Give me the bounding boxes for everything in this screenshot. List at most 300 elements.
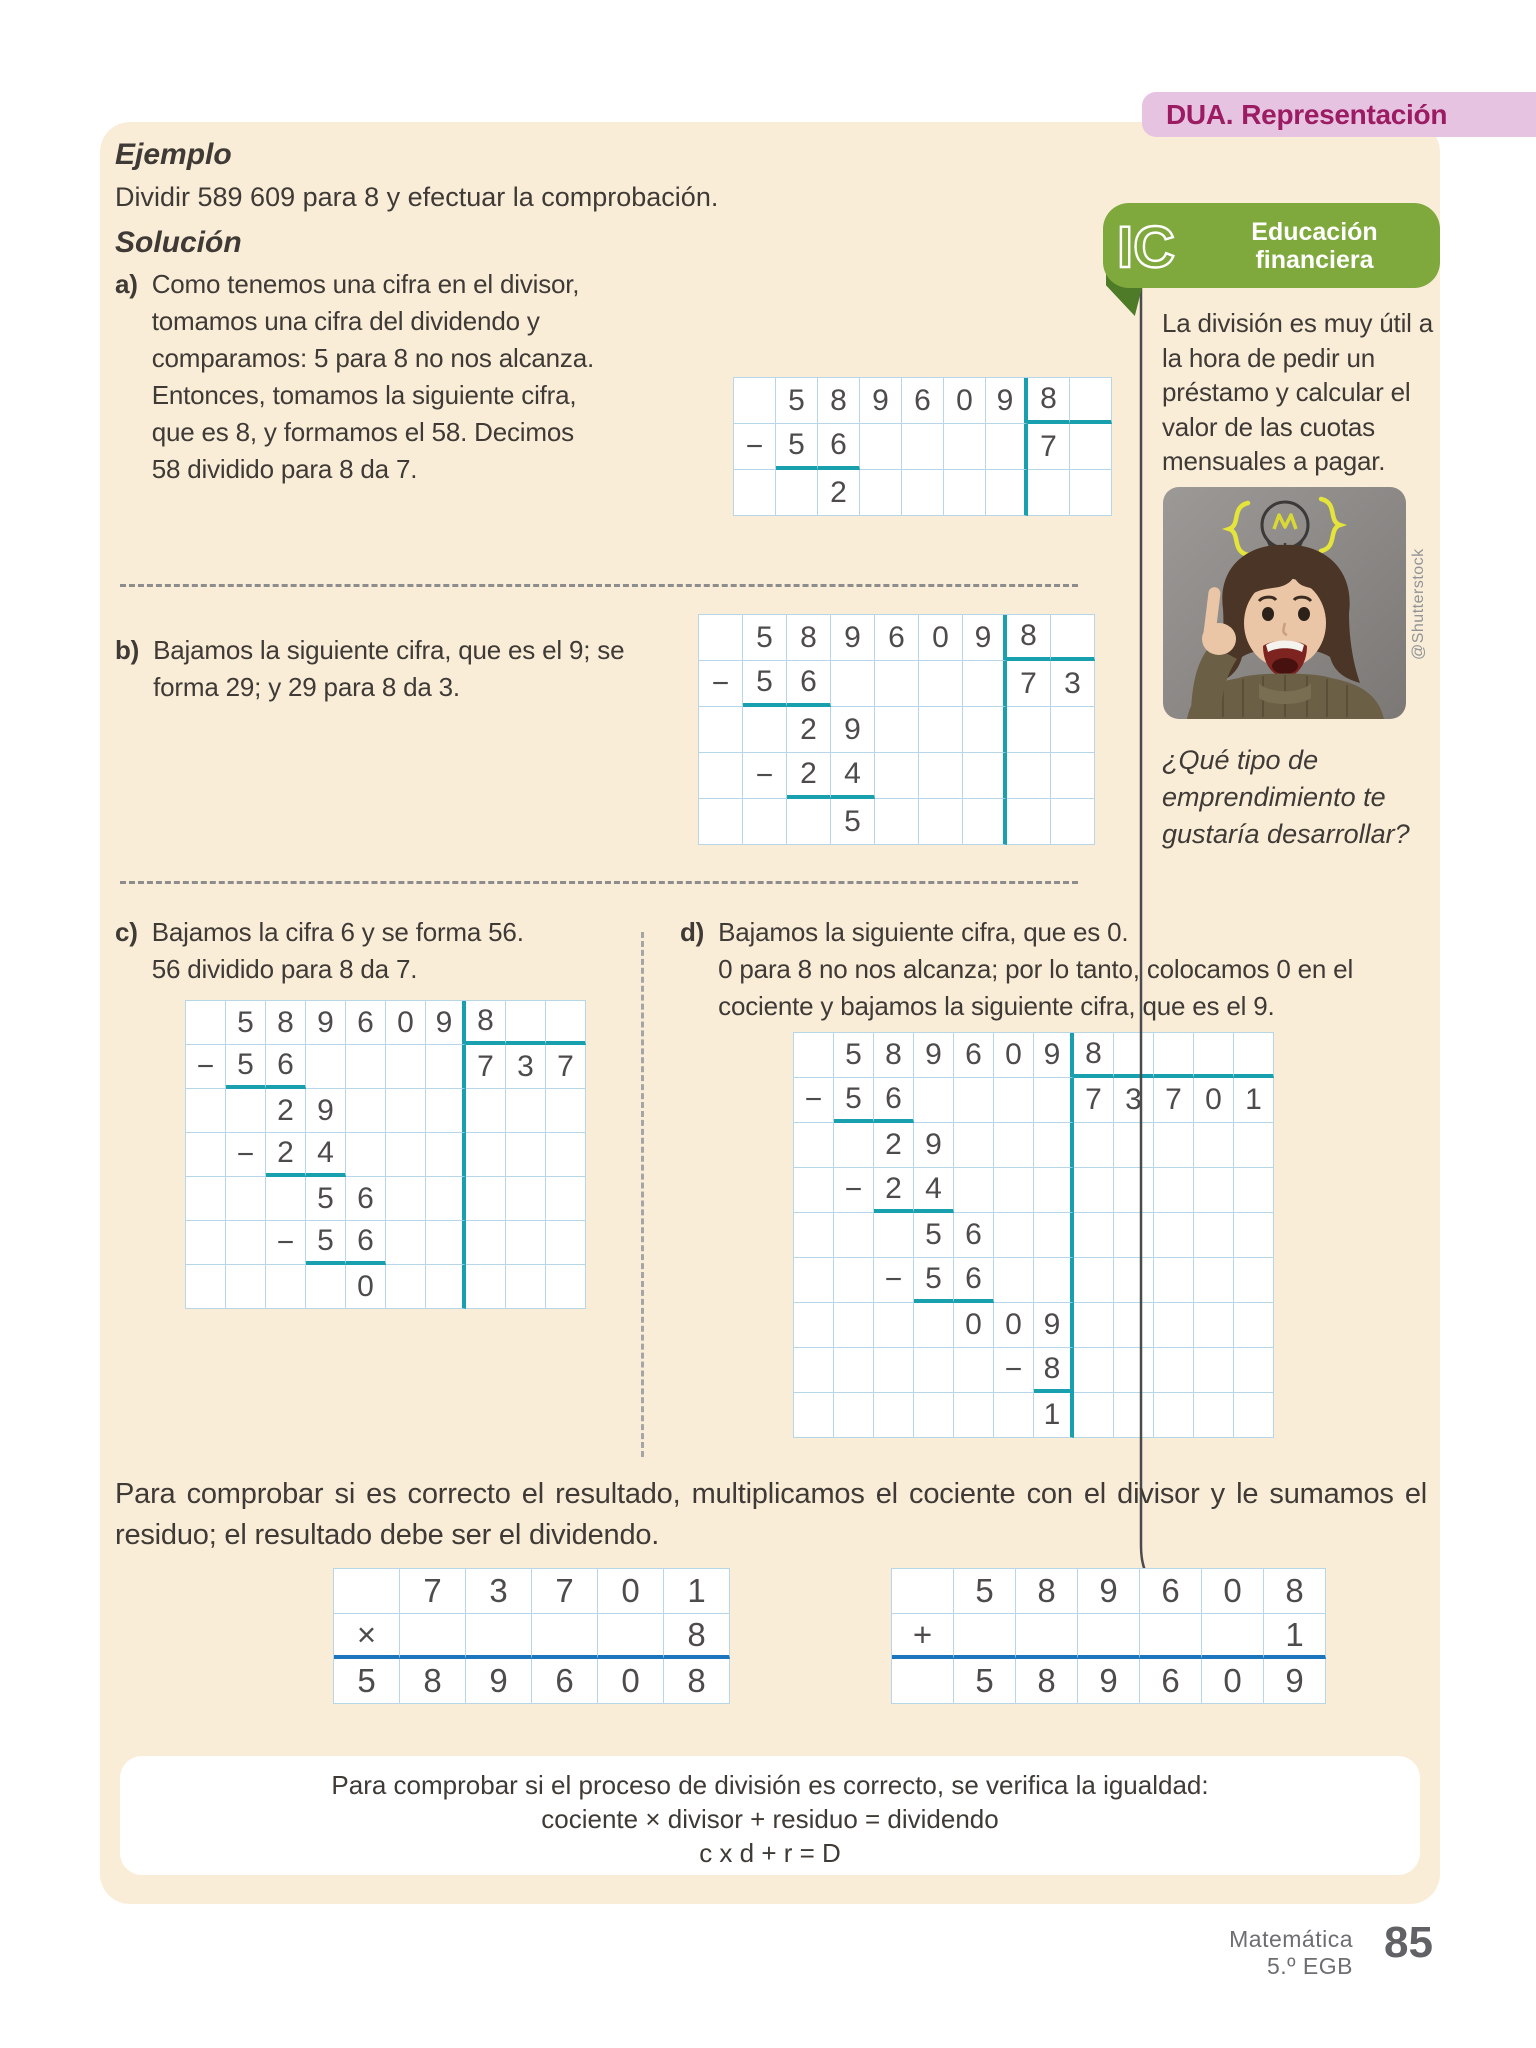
grid-cell: 0 xyxy=(994,1303,1034,1348)
sidebar-question: ¿Qué tipo de emprendimiento te gustaría desarrollar? xyxy=(1162,745,1410,849)
grid-cell xyxy=(699,799,743,845)
grid-cell xyxy=(1194,1168,1234,1213)
grid-cell xyxy=(914,1348,954,1393)
grid-cell xyxy=(1070,424,1112,470)
grid-cell: 0 xyxy=(598,1569,664,1614)
financial-education-badge xyxy=(1103,203,1440,288)
grid-cell: 2 xyxy=(818,470,860,516)
grid-cell xyxy=(506,1221,546,1265)
grid-cell xyxy=(794,1168,834,1213)
photo-credit: @Shutterstock xyxy=(1410,548,1427,660)
grid-cell xyxy=(914,1078,954,1123)
grid-cell: − xyxy=(874,1258,914,1303)
grid-cell: 8 xyxy=(266,1001,306,1045)
grid-cell xyxy=(1114,1213,1154,1258)
grid-cell xyxy=(954,1078,994,1123)
grid-cell: 9 xyxy=(1034,1033,1074,1078)
grid-cell xyxy=(1034,1078,1074,1123)
grid-cell: 8 xyxy=(1016,1569,1078,1614)
grid-cell xyxy=(1074,1348,1114,1393)
grid-cell: 0 xyxy=(1202,1659,1264,1704)
grid-cell xyxy=(1234,1303,1274,1348)
grid-cell xyxy=(1154,1033,1194,1078)
dua-representation-badge xyxy=(1142,92,1536,137)
grid-cell xyxy=(776,470,818,516)
grid-cell: 8 xyxy=(664,1659,730,1704)
division-grid-d xyxy=(793,1032,1274,1438)
grid-cell xyxy=(1114,1168,1154,1213)
grid-cell: 0 xyxy=(386,1001,426,1045)
grid-cell xyxy=(1070,470,1112,516)
grid-cell: 5 xyxy=(914,1213,954,1258)
grid-cell: 2 xyxy=(874,1123,914,1168)
grid-cell xyxy=(1154,1123,1194,1168)
grid-cell xyxy=(787,799,831,845)
grid-cell xyxy=(794,1348,834,1393)
grid-cell xyxy=(1016,1614,1078,1659)
ic-logo-text: IC xyxy=(1117,214,1175,279)
grid-cell xyxy=(994,1078,1034,1123)
grid-cell xyxy=(875,799,919,845)
grid-cell: 5 xyxy=(334,1659,400,1704)
grid-cell xyxy=(386,1221,426,1265)
dashed-separator-2 xyxy=(120,881,1078,884)
grid-cell xyxy=(506,1265,546,1309)
grid-cell xyxy=(1114,1258,1154,1303)
grid-cell: 2 xyxy=(874,1168,914,1213)
grid-cell xyxy=(532,1614,598,1659)
step-b xyxy=(115,632,675,706)
grid-cell xyxy=(794,1258,834,1303)
grid-cell: − xyxy=(794,1078,834,1123)
grid-cell xyxy=(1114,1393,1154,1438)
grid-cell: 4 xyxy=(831,753,875,799)
grid-cell xyxy=(734,378,776,424)
financial-education-title xyxy=(1215,218,1440,274)
grid-cell: 5 xyxy=(954,1659,1016,1704)
grid-cell: 9 xyxy=(860,378,902,424)
grid-cell xyxy=(186,1177,226,1221)
grid-cell: 8 xyxy=(1264,1569,1326,1614)
grid-cell xyxy=(466,1614,532,1659)
grid-cell xyxy=(1194,1303,1234,1348)
grid-cell xyxy=(506,1001,546,1045)
grid-cell xyxy=(466,1089,506,1133)
grid-cell: 0 xyxy=(944,378,986,424)
division-grid-b xyxy=(698,614,1095,845)
grid-cell xyxy=(306,1045,346,1089)
grid-cell: 8 xyxy=(874,1033,914,1078)
grid-cell: 6 xyxy=(875,615,919,661)
grid-cell xyxy=(794,1303,834,1348)
grid-cell xyxy=(699,707,743,753)
grid-cell: 6 xyxy=(954,1033,994,1078)
grid-cell xyxy=(426,1089,466,1133)
grid-cell xyxy=(466,1221,506,1265)
grid-cell: 9 xyxy=(1078,1569,1140,1614)
grid-cell: 6 xyxy=(954,1258,994,1303)
grid-cell: 9 xyxy=(466,1659,532,1704)
step-c-line1: Bajamos la cifra 6 y se forma 56. xyxy=(151,917,524,947)
grid-cell xyxy=(1194,1213,1234,1258)
grid-cell xyxy=(506,1133,546,1177)
example-statement: Dividir 589 609 para 8 y efectuar la comprobación. xyxy=(115,182,719,212)
grid-cell: − xyxy=(226,1133,266,1177)
grid-cell xyxy=(902,424,944,470)
grid-cell xyxy=(386,1177,426,1221)
grid-cell: 1 xyxy=(664,1569,730,1614)
grid-cell xyxy=(1114,1033,1154,1078)
grid-cell: 5 xyxy=(306,1177,346,1221)
grid-cell: 1 xyxy=(1034,1393,1074,1438)
grid-cell: 8 xyxy=(787,615,831,661)
ic-logo xyxy=(1103,213,1215,279)
grid-cell xyxy=(994,1168,1034,1213)
grid-cell: 9 xyxy=(426,1001,466,1045)
grid-cell xyxy=(1074,1303,1114,1348)
grid-cell xyxy=(266,1177,306,1221)
grid-cell xyxy=(334,1569,400,1614)
grid-cell xyxy=(994,1258,1034,1303)
grid-cell xyxy=(186,1265,226,1309)
grid-cell xyxy=(743,799,787,845)
grid-cell: − xyxy=(743,753,787,799)
grid-cell xyxy=(546,1265,586,1309)
badge-line1: Educación xyxy=(1251,217,1378,246)
grid-cell xyxy=(1114,1303,1154,1348)
grid-cell xyxy=(831,661,875,707)
step-a-label: a) xyxy=(115,269,138,299)
grid-cell xyxy=(834,1123,874,1168)
grid-cell xyxy=(546,1001,586,1045)
step-a xyxy=(115,266,635,488)
grid-cell: − xyxy=(994,1348,1034,1393)
dua-label: Representación xyxy=(1241,98,1448,130)
grid-cell xyxy=(794,1033,834,1078)
step-c xyxy=(115,914,615,988)
grid-cell xyxy=(1070,378,1112,424)
grid-cell: 6 xyxy=(532,1659,598,1704)
grid-cell: 0 xyxy=(1202,1569,1264,1614)
grid-cell xyxy=(1034,1213,1074,1258)
grid-cell: 6 xyxy=(266,1045,306,1089)
grid-cell xyxy=(1074,1393,1114,1438)
grid-cell xyxy=(1034,1123,1074,1168)
grid-cell: − xyxy=(699,661,743,707)
grid-cell xyxy=(306,1265,346,1309)
grid-cell: 7 xyxy=(1007,661,1051,707)
grid-cell: 9 xyxy=(986,378,1028,424)
grid-cell xyxy=(1034,1258,1074,1303)
dashed-separator-vertical xyxy=(641,932,644,1457)
grid-cell: 9 xyxy=(963,615,1007,661)
grid-cell: 9 xyxy=(1034,1303,1074,1348)
example-title: Ejemplo xyxy=(115,138,232,171)
grid-cell xyxy=(794,1393,834,1438)
grid-cell xyxy=(986,424,1028,470)
grid-cell xyxy=(743,707,787,753)
grid-cell: 3 xyxy=(506,1045,546,1089)
page-number: 85 xyxy=(1384,1918,1433,1967)
grid-cell xyxy=(919,799,963,845)
footer-subject: Matemática xyxy=(1229,1926,1353,1952)
badge-line2: financiera xyxy=(1255,245,1374,274)
rule-box xyxy=(120,1756,1420,1875)
grid-cell: 5 xyxy=(743,661,787,707)
grid-cell: 9 xyxy=(1264,1659,1326,1704)
grid-cell xyxy=(466,1133,506,1177)
grid-cell xyxy=(860,424,902,470)
grid-cell xyxy=(734,470,776,516)
grid-cell xyxy=(1078,1614,1140,1659)
grid-cell xyxy=(944,424,986,470)
grid-cell xyxy=(1074,1123,1114,1168)
grid-cell xyxy=(186,1001,226,1045)
grid-cell xyxy=(963,661,1007,707)
grid-cell: 8 xyxy=(664,1614,730,1659)
grid-cell xyxy=(186,1221,226,1265)
grid-cell xyxy=(892,1569,954,1614)
grid-cell: 1 xyxy=(1264,1614,1326,1659)
grid-cell: − xyxy=(734,424,776,470)
grid-cell xyxy=(963,707,1007,753)
division-grid-c xyxy=(185,1000,586,1309)
grid-cell xyxy=(1194,1258,1234,1303)
grid-cell xyxy=(426,1045,466,1089)
grid-cell: 6 xyxy=(346,1001,386,1045)
grid-cell: + xyxy=(892,1614,954,1659)
grid-cell xyxy=(1234,1033,1274,1078)
grid-cell: × xyxy=(334,1614,400,1659)
grid-cell: 7 xyxy=(1074,1078,1114,1123)
addition-grid xyxy=(891,1568,1326,1704)
grid-cell xyxy=(506,1177,546,1221)
grid-cell: 6 xyxy=(346,1177,386,1221)
grid-cell xyxy=(1028,470,1070,516)
grid-cell: 8 xyxy=(1074,1033,1114,1078)
grid-cell xyxy=(1154,1393,1194,1438)
grid-cell: 8 xyxy=(400,1659,466,1704)
grid-cell: 6 xyxy=(874,1078,914,1123)
grid-cell xyxy=(346,1089,386,1133)
grid-cell: 5 xyxy=(834,1078,874,1123)
grid-cell xyxy=(874,1303,914,1348)
step-c-line2: 56 dividido para 8 da 7. xyxy=(151,954,418,984)
grid-cell xyxy=(874,1213,914,1258)
division-grid-a xyxy=(733,377,1112,516)
grid-cell xyxy=(1007,753,1051,799)
grid-cell xyxy=(954,1348,994,1393)
grid-cell xyxy=(699,753,743,799)
child-idea-photo xyxy=(1163,487,1406,719)
step-d-text xyxy=(718,914,1453,1025)
grid-cell: 5 xyxy=(954,1569,1016,1614)
grid-cell xyxy=(598,1614,664,1659)
grid-cell xyxy=(963,753,1007,799)
grid-cell: 9 xyxy=(914,1033,954,1078)
grid-cell xyxy=(386,1133,426,1177)
grid-cell: 6 xyxy=(902,378,944,424)
grid-cell: 3 xyxy=(466,1569,532,1614)
dua-prefix: DUA. xyxy=(1166,98,1234,130)
grid-cell xyxy=(794,1123,834,1168)
grid-cell: 6 xyxy=(818,424,860,470)
grid-cell xyxy=(699,615,743,661)
grid-cell: 2 xyxy=(266,1133,306,1177)
grid-cell xyxy=(1074,1213,1114,1258)
grid-cell xyxy=(919,661,963,707)
grid-cell xyxy=(1114,1348,1154,1393)
grid-cell xyxy=(226,1221,266,1265)
solution-title: Solución xyxy=(115,226,242,259)
grid-cell xyxy=(546,1221,586,1265)
grid-cell xyxy=(400,1614,466,1659)
grid-cell xyxy=(546,1089,586,1133)
grid-cell xyxy=(1194,1033,1234,1078)
grid-cell xyxy=(874,1348,914,1393)
grid-cell xyxy=(346,1133,386,1177)
grid-cell xyxy=(426,1133,466,1177)
grid-cell xyxy=(919,753,963,799)
grid-cell xyxy=(834,1393,874,1438)
grid-cell: 4 xyxy=(306,1133,346,1177)
grid-cell xyxy=(794,1213,834,1258)
step-b-text: Bajamos la siguiente cifra, que es el 9; se forma 29; y 29 para 8 da 3. xyxy=(153,635,625,702)
grid-cell xyxy=(834,1258,874,1303)
grid-cell xyxy=(994,1393,1034,1438)
grid-cell xyxy=(875,707,919,753)
grid-cell xyxy=(1154,1303,1194,1348)
grid-cell xyxy=(1154,1258,1194,1303)
grid-cell: 2 xyxy=(787,707,831,753)
grid-cell xyxy=(506,1089,546,1133)
grid-cell xyxy=(1234,1393,1274,1438)
grid-cell xyxy=(954,1168,994,1213)
grid-cell xyxy=(874,1393,914,1438)
grid-cell: 3 xyxy=(1051,661,1095,707)
grid-cell: 0 xyxy=(346,1265,386,1309)
grid-cell xyxy=(1202,1614,1264,1659)
grid-cell: 3 xyxy=(1114,1078,1154,1123)
step-d-label: d) xyxy=(680,917,705,947)
grid-cell xyxy=(1234,1258,1274,1303)
grid-cell xyxy=(914,1393,954,1438)
multiplication-grid xyxy=(333,1568,730,1704)
grid-cell: − xyxy=(186,1045,226,1089)
dashed-separator-1 xyxy=(120,584,1078,587)
grid-cell: 8 xyxy=(1007,615,1051,661)
grid-cell: 6 xyxy=(1140,1569,1202,1614)
grid-cell xyxy=(875,661,919,707)
grid-cell xyxy=(963,799,1007,845)
grid-cell xyxy=(1154,1213,1194,1258)
grid-cell: 9 xyxy=(914,1123,954,1168)
grid-cell: 8 xyxy=(1034,1348,1074,1393)
check-paragraph: Para comprobar si es correcto el resultado, multiplicamos el cociente con el divisor y le sumamos el residuo; el resultado debe ser el dividendo. xyxy=(115,1478,1427,1551)
grid-cell xyxy=(426,1221,466,1265)
grid-cell xyxy=(919,707,963,753)
step-c-text xyxy=(152,914,524,988)
footer-subject-grade xyxy=(1140,1926,1353,1980)
footer-grade: 5.º EGB xyxy=(1266,1953,1353,1979)
grid-cell: 5 xyxy=(743,615,787,661)
grid-cell xyxy=(546,1133,586,1177)
grid-cell xyxy=(834,1303,874,1348)
grid-cell xyxy=(1074,1168,1114,1213)
grid-cell xyxy=(1154,1348,1194,1393)
grid-cell xyxy=(902,470,944,516)
step-a-text: Como tenemos una cifra en el divisor, tomamos una cifra del dividendo y comparamos: 5 para 8 no nos alcanza. Entonces, tomamos la siguiente cifra, que es 8, y formamos el 58. Decimos 58 dividido para 8 da 7. xyxy=(151,269,594,484)
grid-cell: 7 xyxy=(1154,1078,1194,1123)
grid-cell xyxy=(1007,707,1051,753)
grid-cell: 0 xyxy=(598,1659,664,1704)
grid-cell xyxy=(1051,707,1095,753)
grid-cell xyxy=(186,1133,226,1177)
grid-cell: − xyxy=(834,1168,874,1213)
grid-cell xyxy=(1051,753,1095,799)
sidebar-paragraph: La división es muy útil a la hora de pedir un préstamo y calcular el valor de las cuotas mensuales a pagar. xyxy=(1162,308,1434,476)
grid-cell: 2 xyxy=(266,1089,306,1133)
grid-cell xyxy=(994,1123,1034,1168)
grid-cell xyxy=(226,1265,266,1309)
rule-line1: Para comprobar si el proceso de división es correcto, se verifica la igualdad: xyxy=(331,1770,1209,1800)
grid-cell xyxy=(834,1348,874,1393)
grid-cell: 9 xyxy=(831,707,875,753)
rule-line3: c x d + r = D xyxy=(699,1838,841,1868)
grid-cell xyxy=(954,1123,994,1168)
grid-cell: 9 xyxy=(306,1001,346,1045)
grid-cell: 6 xyxy=(1140,1659,1202,1704)
grid-cell: 9 xyxy=(831,615,875,661)
grid-cell xyxy=(1140,1614,1202,1659)
grid-cell xyxy=(1051,615,1095,661)
grid-cell xyxy=(226,1177,266,1221)
grid-cell: 9 xyxy=(306,1089,346,1133)
grid-cell xyxy=(386,1265,426,1309)
grid-cell xyxy=(892,1659,954,1704)
grid-cell: 7 xyxy=(532,1569,598,1614)
rule-line2: cociente × divisor + residuo = dividendo xyxy=(541,1804,999,1834)
grid-cell xyxy=(346,1045,386,1089)
grid-cell: 5 xyxy=(226,1045,266,1089)
step-b-label: b) xyxy=(115,635,140,665)
grid-cell xyxy=(986,470,1028,516)
grid-cell: 0 xyxy=(1194,1078,1234,1123)
grid-cell: 5 xyxy=(831,799,875,845)
grid-cell: 7 xyxy=(546,1045,586,1089)
grid-cell: 7 xyxy=(400,1569,466,1614)
grid-cell xyxy=(386,1045,426,1089)
grid-cell xyxy=(1034,1168,1074,1213)
grid-cell xyxy=(1194,1348,1234,1393)
grid-cell xyxy=(1114,1123,1154,1168)
grid-cell: 9 xyxy=(1078,1659,1140,1704)
grid-cell xyxy=(426,1265,466,1309)
grid-cell xyxy=(226,1089,266,1133)
grid-cell xyxy=(1074,1258,1114,1303)
grid-cell xyxy=(186,1089,226,1133)
grid-cell: 0 xyxy=(954,1303,994,1348)
grid-cell xyxy=(914,1303,954,1348)
grid-cell: 5 xyxy=(776,378,818,424)
grid-cell: 8 xyxy=(466,1001,506,1045)
grid-cell xyxy=(426,1177,466,1221)
grid-cell: 5 xyxy=(914,1258,954,1303)
grid-cell: 4 xyxy=(914,1168,954,1213)
grid-cell xyxy=(266,1265,306,1309)
grid-cell xyxy=(1234,1168,1274,1213)
grid-cell xyxy=(875,753,919,799)
